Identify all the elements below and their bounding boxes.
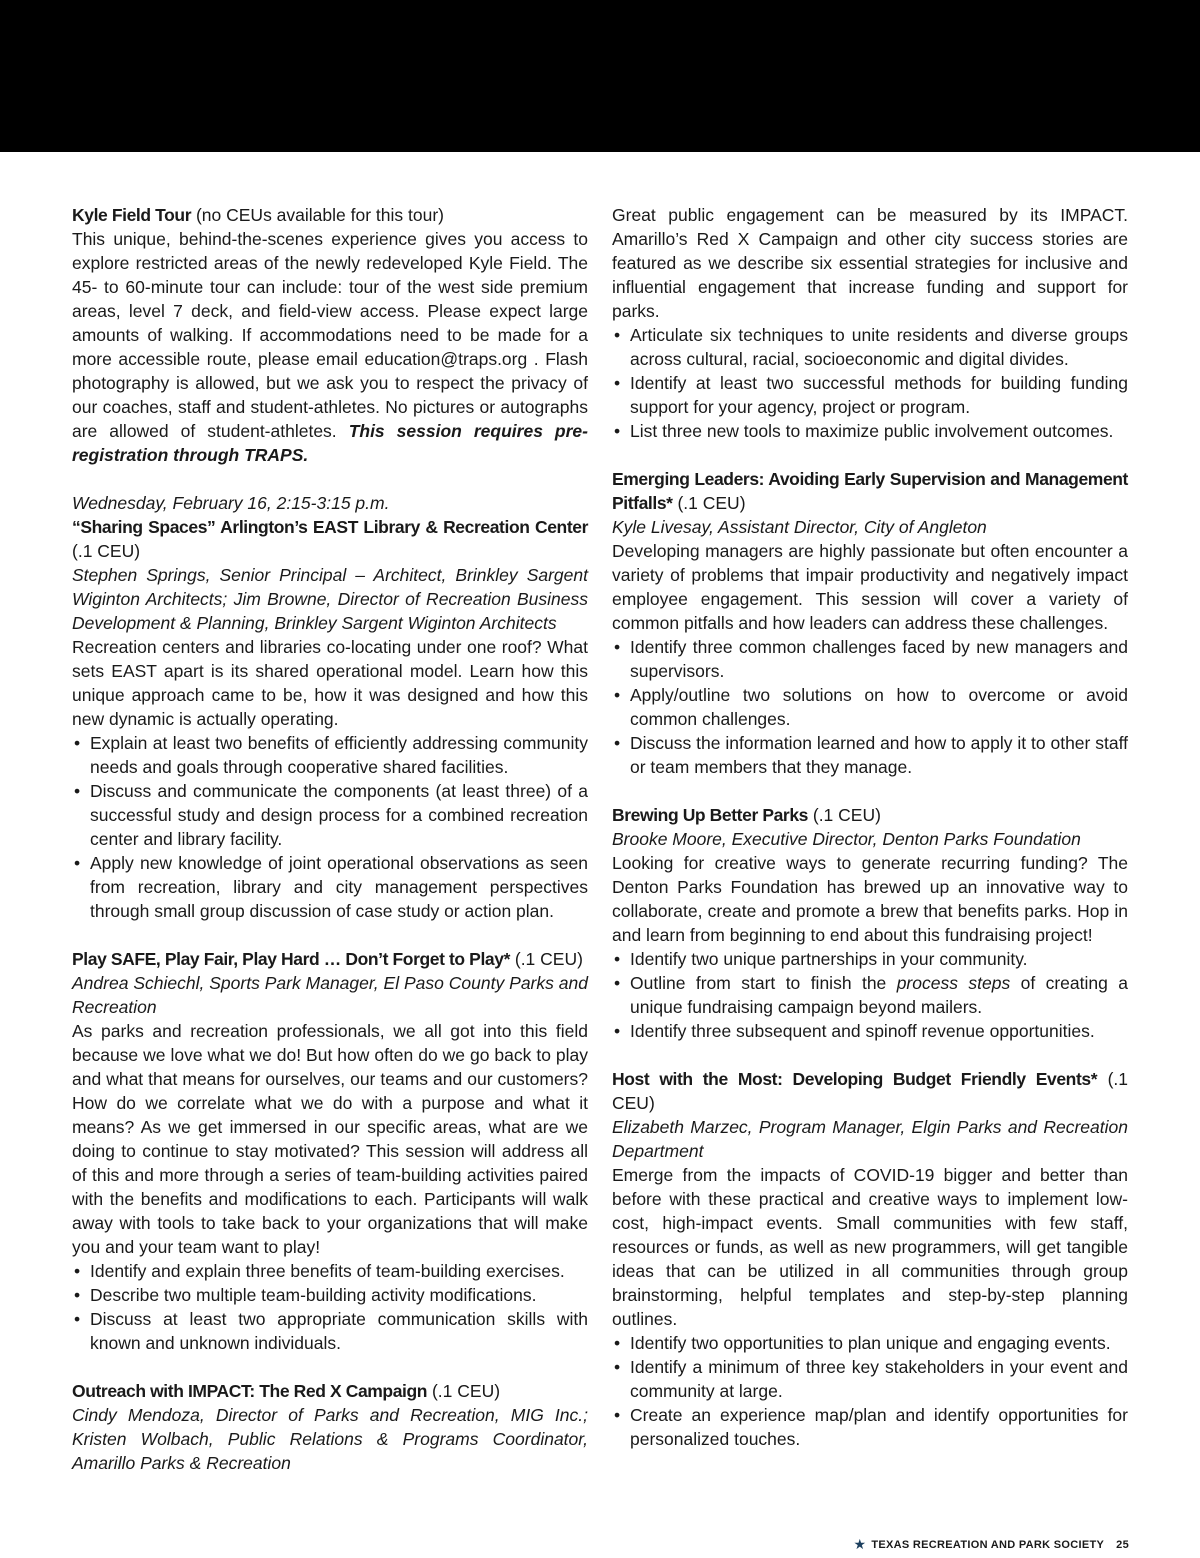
session-description: Recreation centers and libraries co-locating under one roof? What sets EAST apart is its shared operational model. Learn how this unique approach came to be, how it was designed and how this new dynamic is actually operating. xyxy=(72,637,588,729)
list-item xyxy=(612,323,1128,371)
host-with-most-section xyxy=(612,1067,1128,1451)
bullet-icon: • xyxy=(74,733,81,753)
learning-objectives xyxy=(612,323,1128,443)
bullet-icon: • xyxy=(74,1309,81,1329)
bullet-icon: • xyxy=(614,733,621,753)
session-heading xyxy=(612,803,1128,827)
outreach-impact-section xyxy=(72,1379,588,1475)
bullet-icon: • xyxy=(614,637,621,657)
list-item xyxy=(612,683,1128,731)
list-item-text: of creating a unique fundraising campaign beyond mailers. xyxy=(630,973,1129,1017)
list-item-text: List three new tools to maximize public involvement outcomes. xyxy=(630,421,1114,441)
list-item-emphasis: process steps xyxy=(896,973,1011,993)
session-date: Wednesday, February 16, 2:15-3:15 p.m. xyxy=(72,493,390,513)
list-item-text: Explain at least two benefits of efficiently addressing community needs and goals through cooperative shared facilities. xyxy=(90,733,588,777)
session-speakers: Stephen Springs, Senior Principal – Architect, Brinkley Sargent Wiginton Architects; Jim Browne, Director of Recreation Business Development & Planning, Brinkley Sargent Wiginton Architects xyxy=(72,565,588,633)
session-ceu: (.1 CEU) xyxy=(612,1069,1128,1113)
session-speakers: Elizabeth Marzec, Program Manager, Elgin Parks and Recreation Department xyxy=(612,1117,1128,1161)
list-item-text: Identify three subsequent and spinoff revenue opportunities. xyxy=(630,1021,1095,1041)
list-item xyxy=(612,971,1128,1019)
session-description: Looking for creative ways to generate recurring funding? The Denton Parks Foundation has brewed up an innovative way to collaborate, create and promote a brew that benefits parks. Hop in and learn from beginning to end about this fundraising project! xyxy=(612,853,1128,945)
session-title: “Sharing Spaces” Arlington’s EAST Library & Recreation Center xyxy=(72,517,588,537)
session-heading xyxy=(72,1379,588,1403)
list-item xyxy=(72,779,588,851)
bullet-icon: • xyxy=(614,949,621,969)
session-title: Outreach with IMPACT: The Red X Campaign xyxy=(72,1381,428,1401)
sharing-spaces-section xyxy=(72,491,588,923)
list-item-text: Identify and explain three benefits of team-building exercises. xyxy=(90,1261,565,1281)
header-band xyxy=(0,0,1200,152)
bullet-icon: • xyxy=(614,973,621,993)
registration-note: This session requires pre-registration through TRAPS. xyxy=(72,421,588,465)
list-item xyxy=(612,635,1128,683)
list-item-text: Identify two opportunities to plan unique and engaging events. xyxy=(630,1333,1111,1353)
list-item-text: Articulate six techniques to unite residents and diverse groups across cultural, racial, socioeconomic and digital divides. xyxy=(630,325,1128,369)
bullet-icon: • xyxy=(614,325,621,345)
left-column xyxy=(72,203,588,1499)
list-item xyxy=(612,1355,1128,1403)
list-item xyxy=(72,731,588,779)
session-heading xyxy=(72,515,588,563)
session-description: Developing managers are highly passionate but often encounter a variety of problems that impair productivity and negatively impact employee engagement. This session will cover a variety of common pitfalls and how leaders can address these challenges. xyxy=(612,541,1128,633)
list-item-text: Apply/outline two solutions on how to overcome or avoid common challenges. xyxy=(630,685,1128,729)
list-item-text: Discuss and communicate the components (at least three) of a successful study and design process for a combined recreation center and library facility. xyxy=(90,781,588,849)
session-speakers: Kyle Livesay, Assistant Director, City of Angleton xyxy=(612,517,987,537)
session-ceu: (.1 CEU) xyxy=(672,493,746,513)
session-heading xyxy=(612,467,1128,515)
session-description xyxy=(72,227,588,467)
session-heading xyxy=(72,203,588,227)
session-heading xyxy=(72,947,588,971)
list-item xyxy=(72,1307,588,1355)
session-title: Brewing Up Better Parks xyxy=(612,805,808,825)
list-item xyxy=(612,731,1128,779)
session-title: Play SAFE, Play Fair, Play Hard … Don’t Forget to Play* xyxy=(72,949,510,969)
list-item xyxy=(72,851,588,923)
list-item-text: Identify two unique partnerships in your community. xyxy=(630,949,1028,969)
list-item-text: Identify at least two successful methods for building funding support for your agency, project or program. xyxy=(630,373,1128,417)
learning-objectives xyxy=(612,635,1128,779)
learning-objectives xyxy=(612,1331,1128,1451)
list-item xyxy=(612,419,1128,443)
session-title: Kyle Field Tour xyxy=(72,205,192,225)
bullet-icon: • xyxy=(74,781,81,801)
page-footer xyxy=(854,1536,1129,1553)
list-item-text: Create an experience map/plan and identify opportunities for personalized touches. xyxy=(630,1405,1128,1449)
bullet-icon: • xyxy=(614,1405,621,1425)
bullet-icon: • xyxy=(614,421,621,441)
list-item xyxy=(612,947,1128,971)
bullet-icon: • xyxy=(614,1021,621,1041)
bullet-icon: • xyxy=(614,685,621,705)
list-item-text: Apply new knowledge of joint operational observations as seen from recreation, library and city management perspectives through small group discussion of case study or action plan. xyxy=(90,853,588,921)
list-item xyxy=(612,1403,1128,1451)
footer-org-name: TEXAS RECREATION AND PARK SOCIETY xyxy=(871,1538,1105,1551)
list-item xyxy=(612,1331,1128,1355)
page-number: 25 xyxy=(1116,1538,1129,1551)
learning-objectives xyxy=(72,731,588,923)
bullet-icon: • xyxy=(74,1261,81,1281)
session-title: Host with the Most: Developing Budget Friendly Events* xyxy=(612,1069,1098,1089)
bullet-icon: • xyxy=(614,1357,621,1377)
bullet-icon: • xyxy=(74,1285,81,1305)
learning-objectives xyxy=(72,1259,588,1355)
list-item xyxy=(72,1283,588,1307)
bullet-icon: • xyxy=(614,1333,621,1353)
session-heading xyxy=(612,1067,1128,1115)
list-item xyxy=(612,371,1128,419)
session-title: Emerging Leaders: Avoiding Early Supervision and Management Pitfalls* xyxy=(612,469,1128,513)
session-description: Emerge from the impacts of COVID-19 bigger and better than before with these practical and creative ways to implement low-cost, high-impact events. Small communities with few staff, resources or funds, as well as new programmers, will get tangible ideas that can be utilized in all communities through group brainstorming, helpful templates and step-by-step planning outlines. xyxy=(612,1165,1128,1329)
list-item-text: Identify a minimum of three key stakeholders in your event and community at large. xyxy=(630,1357,1128,1401)
session-ceu: (.1 CEU) xyxy=(72,541,141,561)
brewing-parks-section xyxy=(612,803,1128,1043)
session-ceu: (.1 CEU) xyxy=(510,949,583,969)
list-item-text: Outline from start to finish the xyxy=(630,973,897,993)
list-item xyxy=(72,1259,588,1283)
emerging-leaders-section xyxy=(612,467,1128,779)
description-text: This unique, behind-the-scenes experience gives you access to explore restricted areas of the newly redeveloped Kyle Field. The 45- to 60-minute tour can include: tour of the west side premium areas, level 7 deck, and field-view access. Please expect large amounts of walking. If accommodations need to be made for a more accessible route, please email education@traps.org . Flash photography is allowed, but we ask you to respect the privacy of our coaches, staff and student-athletes. No pictures or autographs are allowed of student-athletes. xyxy=(72,229,588,441)
bullet-icon: • xyxy=(614,373,621,393)
session-speakers: Cindy Mendoza, Director of Parks and Recreation, MIG Inc.; Kristen Wolbach, Public Relations & Programs Coordinator, Amarillo Parks & Recreation xyxy=(72,1405,588,1473)
outreach-impact-continued xyxy=(612,203,1128,443)
session-ceu: (.1 CEU) xyxy=(427,1381,501,1401)
list-item-text: Discuss the information learned and how to apply it to other staff or team members that they manage. xyxy=(630,733,1128,777)
list-item-text: Discuss at least two appropriate communication skills with known and unknown individuals. xyxy=(90,1309,588,1353)
session-ceu: (.1 CEU) xyxy=(808,805,881,825)
learning-objectives xyxy=(612,947,1128,1043)
kyle-field-tour-section xyxy=(72,203,588,467)
right-column xyxy=(612,203,1128,1475)
session-speakers: Andrea Schiechl, Sports Park Manager, El Paso County Parks and Recreation xyxy=(72,973,588,1017)
session-ceu: (no CEUs available for this tour) xyxy=(191,205,444,225)
star-icon: ★ xyxy=(853,1536,867,1552)
session-speakers: Brooke Moore, Executive Director, Denton Parks Foundation xyxy=(612,829,1081,849)
list-item-text: Describe two multiple team-building activity modifications. xyxy=(90,1285,537,1305)
session-description: As parks and recreation professionals, we all got into this field because we love what we do! But how often do we go back to play and what that means for ourselves, our teams and our customers? How do we correlate what we do with a purpose and what it means? As we get immersed in our specific areas, what are we doing to continue to stay motivated? This session will address all of this and more through a series of team-building activities paired with the benefits and modifications to each. Participants will walk away with tools to take back to your organizations that will make you and your team want to play! xyxy=(72,1021,588,1257)
list-item xyxy=(612,1019,1128,1043)
play-safe-section xyxy=(72,947,588,1355)
session-description: Great public engagement can be measured by its IMPACT. Amarillo’s Red X Campaign and other city success stories are featured as we describe six essential strategies for inclusive and influential engagement that increase funding and support for parks. xyxy=(612,205,1128,321)
list-item-text: Identify three common challenges faced by new managers and supervisors. xyxy=(630,637,1128,681)
bullet-icon: • xyxy=(74,853,81,873)
